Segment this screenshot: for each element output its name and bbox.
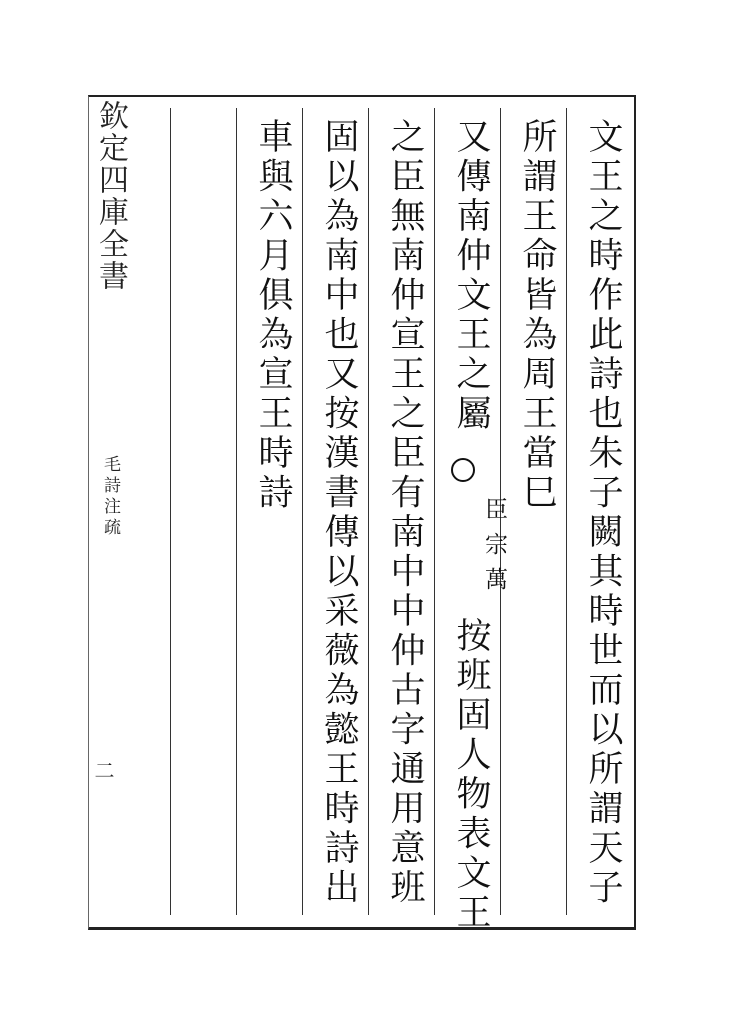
- annotation-note: 臣宗萬: [481, 497, 507, 602]
- text-column-3-continued: 按班固人物表文王: [451, 617, 491, 933]
- column-rule: [566, 108, 567, 915]
- text-column-2: 所謂王命皆為周王當巳: [517, 118, 557, 513]
- text-column-6: 車與六月俱為宣王時詩: [253, 118, 293, 513]
- margin-section-title: 毛詩注疏: [100, 455, 120, 539]
- column-rule: [236, 108, 237, 915]
- margin-page-number: 二: [91, 760, 115, 780]
- column-rule: [170, 108, 171, 915]
- circle-mark-icon: [451, 458, 475, 482]
- column-rule: [302, 108, 303, 915]
- margin-book-title: 欽定四庫全書: [93, 100, 128, 292]
- text-column-3: 又傳南仲文王之屬: [451, 118, 491, 434]
- text-column-1: 文王之時作此詩也朱子闕其時世而以所謂天子: [583, 118, 623, 908]
- column-rule: [434, 108, 435, 915]
- text-column-4: 之臣無南仲宣王之臣有南中中仲古字通用意班: [385, 118, 425, 908]
- text-column-5: 固以為南中也又按漢書傳以采薇為懿王時詩出: [319, 118, 359, 908]
- column-rule: [368, 108, 369, 915]
